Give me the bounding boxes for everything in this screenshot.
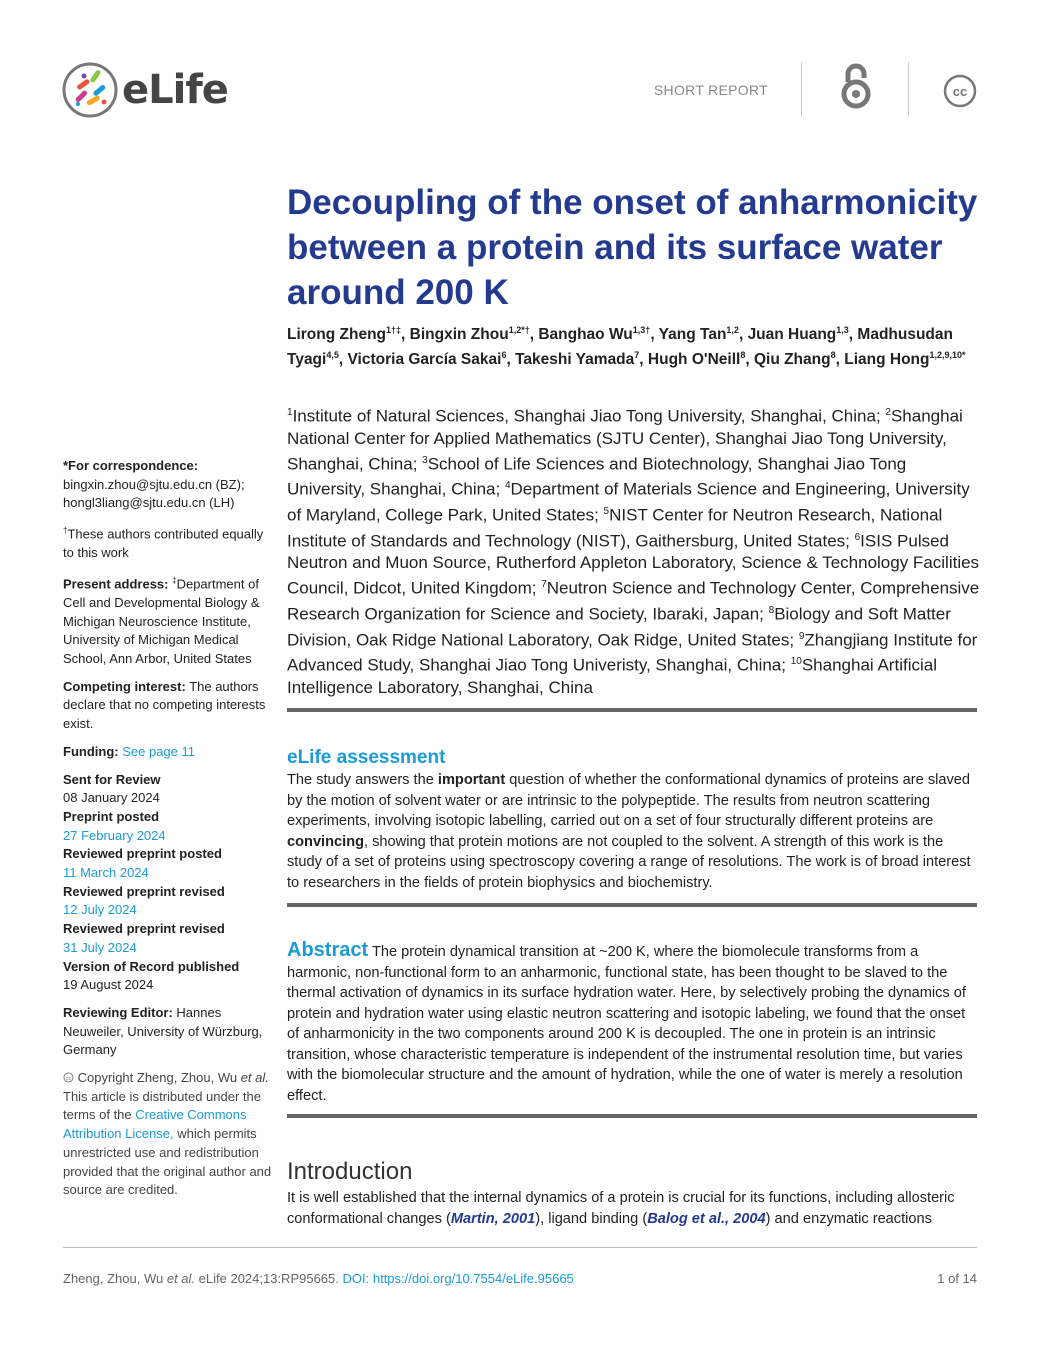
citation-link[interactable]: Martin, 2001 [450, 1210, 536, 1227]
history-label: Preprint posted [63, 808, 160, 824]
affiliation-text: NIST Center for Neutron Research, National Institute of Standards and Technology (NIST), Gaithersburg, United States; [287, 505, 943, 551]
open-access-icon[interactable] [836, 60, 876, 110]
funding-link[interactable]: See page 11 [122, 743, 195, 759]
competing-interest-text: The authors declare that no competing interests exist. [63, 678, 266, 732]
affiliation-number: 7 [541, 579, 547, 591]
assessment-term-important: important [437, 772, 506, 788]
doi-link[interactable]: DOI: https://doi.org/10.7554/eLife.95665 [342, 1271, 574, 1286]
affiliation-text: Shanghai Artificial Intelligence Laboratory, Shanghai, China [287, 655, 937, 697]
copyright-etal: et al. [240, 1070, 269, 1086]
reviewing-editor-text: Hannes Neuweiler, University of Würzburg, Germany [63, 1004, 263, 1058]
correspondence-label: *For correspondence: [63, 458, 199, 473]
history-label: Version of Record published [63, 958, 240, 974]
affiliation-text: Institute of Natural Sciences, Shanghai Jiao Tong University, Shanghai, China; [292, 406, 886, 426]
affiliation-number: 4 [504, 480, 511, 492]
abstract-text: The protein dynamical transition at ~200 K, where the biomolecule transforms from a harmonic, non-functional form to an anharmonic, functional state, has been thought to be slaved to the thermal activation of dynamics in its surface hydration water. Here, by selectively probing the dynamics of protein and hydration water using elastic neutron scattering and isotopic labeling, we found that the onset of anharmonicity in the two components around 200 K is decoupled. The one in protein is an intrinsic transition, whose characteristic temperature is independent of the instrumental resolution time, but varies with the biomolecular structure and the amount of hydration, while the one of water is merely a resolution effect. [287, 944, 966, 1104]
author-list: Lirong Zheng$^{1\dagger\ddagger}$, Bingxin Zhou$^{1,2*\dagger}$, Banghao $Wu^{1,3\dagger}$, Yang Tan$^{1,2}$, Juan Huang$^{1,3}$, Madhusudan Tyagi$^{4,5}$, Victoria García Sakai$^6$, Takeshi Yamada$^7$, Hugh O'Neill$^8$, Qiu Zhang$^8$, Liang Hong$^{1,2,9,10*}$ [287, 325, 966, 369]
copyright-cc-icon [63, 1072, 74, 1083]
competing-interest-block [63, 678, 273, 734]
affiliation-number: 3 [422, 454, 428, 466]
footer-authors: Zheng, Zhou, Wu [63, 1271, 164, 1286]
present-address-text: Department of Cell and Developmental Biology & Michigan Neuroscience Institute, University of Michigan Medical School, Ann Arbor, United States [63, 576, 260, 666]
author-name: Hugh O'Neill [647, 351, 741, 369]
affiliation-list [287, 402, 987, 699]
introduction-text-part: ) and enzymatic reactions [765, 1210, 932, 1227]
author-affiliation-marker: 1,2*† [508, 325, 530, 335]
article-sidebar [63, 457, 273, 1209]
svg-text:cc: cc [952, 84, 968, 99]
affiliation-text: ISIS Pulsed Neutron and Muon Source, Rutherford Appleton Laboratory, Science & Technology Facilities Council, Didcot, United Kingdom; [287, 531, 980, 598]
section-divider [287, 903, 977, 907]
creative-commons-icon[interactable] [943, 74, 977, 108]
history-label: Sent for Review [63, 771, 161, 787]
author-name: Yang Tan [658, 326, 727, 344]
footer-journal: eLife 2024;13:RP95665. [198, 1271, 339, 1286]
copyright-text: Copyright Zheng, Zhou, Wu [77, 1070, 238, 1086]
affiliation-text: School of Life Sciences and Biotechnology, Shanghai Jiao Tong University, Shanghai, China; [287, 454, 907, 499]
publication-history [63, 771, 273, 995]
equal-contribution-text: These authors contributed equally to this work [63, 526, 264, 561]
author-name: Victoria García Sakai [347, 351, 502, 369]
footer-citation [63, 1271, 574, 1286]
funding-block [63, 743, 273, 762]
author-affiliation-marker: 8 [740, 350, 746, 361]
present-address-block [63, 572, 273, 669]
affiliation-text: Zhangjiang Institute for Advanced Study, Shanghai Jiao Tong Univeristy, Shanghai, China; [287, 630, 978, 675]
footer-divider [63, 1247, 977, 1248]
copyright-text-end: which permits unrestricted use and redistribution provided that the original author and source are credited. [63, 1126, 272, 1198]
history-date-link[interactable]: 12 July 2024 [63, 902, 137, 918]
author-affiliation-marker: 1,2,9,10* [929, 350, 966, 361]
affiliation-number: 1 [287, 407, 293, 418]
introduction-heading: Introduction [287, 1158, 413, 1185]
affiliation-number: 5 [603, 505, 610, 517]
affiliation-number: 6 [854, 531, 861, 543]
introduction-text [287, 1188, 977, 1229]
author-affiliation-marker: 7 [634, 350, 640, 361]
author-name: Liang Hong [844, 351, 930, 369]
author-name: Takeshi Yamada [515, 351, 635, 369]
author-name: Madhusudan Tyagi [287, 326, 953, 369]
author-affiliation-marker: 1†‡ [386, 325, 402, 335]
elife-logo[interactable] [62, 60, 242, 120]
assessment-text-part: , showing that protein motions are not coupled to the solvent. A strength of this work is the study of a set of proteins using spectroscopy covering a range of resolutions. The work is of broad interest to researchers in the fields of protein biophysics and biochemistry. [287, 833, 971, 891]
assessment-heading: eLife assessment [287, 747, 446, 768]
section-divider [287, 708, 977, 712]
history-date: 08 January 2024 [63, 790, 160, 806]
page-number: 1 of 14 [937, 1271, 977, 1286]
correspondence-email[interactable]: hongl3liang@sjtu.edu.cn (LH) [63, 495, 235, 511]
affiliation-number: 10 [790, 656, 802, 668]
affiliation-text: Neutron Science and Technology Center, Comprehensive Research Organization for Science and Society, Ibaraki, Japan; [287, 578, 980, 624]
affiliation-text: Biology and Soft Matter Division, Oak Ridge National Laboratory, Oak Ridge, United States; [287, 604, 951, 650]
copyright-text-mid: This article is distributed under the terms of the [63, 1088, 261, 1123]
affiliation-number: 2 [885, 407, 891, 418]
history-date: 19 August 2024 [63, 977, 154, 993]
svg-text:cc: cc [65, 1075, 72, 1082]
reviewing-editor-label: Reviewing Editor: [63, 1004, 173, 1020]
article-title: Decoupling of the onset of anharmonicity between a protein and its surface water around 200 K [287, 183, 978, 312]
competing-interest-label: Competing interest: [63, 678, 186, 694]
affiliation-number: 9 [798, 630, 805, 642]
author-affiliation-marker: 4,5 [326, 350, 339, 361]
funding-label: Funding: [63, 743, 119, 759]
article-type-label: SHORT REPORT [653, 82, 768, 98]
author-name: Lirong Zheng [287, 326, 387, 344]
assessment-term-convincing: convincing [287, 833, 365, 850]
abstract-heading: Abstract [287, 939, 369, 961]
correspondence-email[interactable]: bingxin.zhou@sjtu.edu.cn (BZ); [63, 476, 245, 492]
author-affiliation-marker: 8 [830, 350, 836, 361]
equal-contribution-symbol: † [63, 526, 68, 536]
author-name: Juan Huang [747, 326, 837, 344]
abstract [287, 940, 977, 1106]
history-label: Reviewed preprint revised [63, 883, 225, 899]
introduction-text-part: ), ligand binding ( [535, 1210, 648, 1227]
history-date-link[interactable]: 31 July 2024 [63, 939, 137, 955]
footer-etal: et al. [166, 1271, 196, 1286]
section-divider [287, 1114, 977, 1118]
affiliation-number: 8 [768, 604, 775, 616]
history-label: Reviewed preprint revised [63, 921, 225, 937]
elife-logo-text: eLife [122, 67, 228, 113]
affiliation-text: Department of Materials Science and Engineering, University of Maryland, College Park, United States; [287, 479, 970, 525]
author-name: Qiu Zhang [753, 351, 831, 369]
elife-logo-icon [62, 62, 118, 118]
author-name: Bingxin Zhou [409, 326, 509, 344]
assessment-text-part: question of whether the conformational dynamics of proteins are slaved by the motion of solvent water or are intrinsic to the polypeptide. The results from neutron scattering experiments, involving isotopic labelling, carried out on a set of four structurally different proteins are [287, 772, 971, 829]
author-affiliation-marker: 1,3† [632, 325, 651, 335]
author-affiliation-marker: 1,2 [726, 325, 739, 335]
cc-license-link[interactable]: Creative Commons Attribution License, [63, 1107, 247, 1142]
author-name: Banghao Wu [538, 326, 633, 344]
header-divider [801, 62, 802, 117]
citation-link[interactable]: Balog et al., 2004 [647, 1210, 766, 1227]
introduction-text-part: It is well established that the internal dynamics of a protein is crucial for its functions, including allosteric conformational changes ( [287, 1190, 955, 1227]
assessment-text-part: The study answers the [287, 772, 438, 788]
history-date-link[interactable]: 11 March 2024 [63, 865, 149, 881]
present-address-label: Present address: [63, 576, 169, 592]
copyright-block [63, 1069, 273, 1200]
present-address-symbol: ‡ [172, 575, 177, 585]
header-divider [908, 62, 909, 117]
history-date-link[interactable]: 27 February 2024 [63, 827, 166, 843]
author-affiliation-marker: 1,3 [836, 325, 849, 335]
reviewing-editor-block [63, 1004, 273, 1060]
history-label: Reviewed preprint posted [63, 846, 222, 862]
correspondence-block [63, 457, 273, 513]
author-affiliation-marker: 6 [501, 350, 507, 361]
assessment-text [287, 770, 977, 893]
affiliation-text: Shanghai National Center for Applied Mathematics (SJTU Center), Shanghai Jiao Tong University, Shanghai, China; [287, 406, 963, 474]
equal-contribution-note [63, 522, 273, 563]
